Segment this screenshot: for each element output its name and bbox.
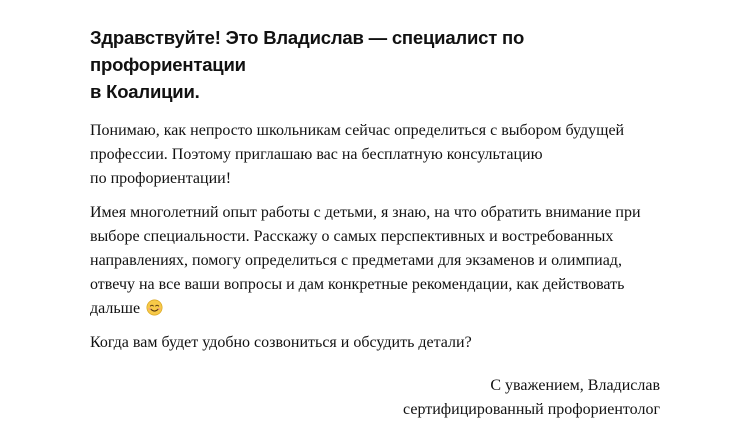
paragraph-line: Понимаю, как непросто школьникам сейчас определиться с выбором будущей — [90, 122, 625, 139]
paragraph-line: профессии. Поэтому приглашаю вас на бесплатную консультацию — [90, 146, 543, 163]
letter-body — [90, 24, 662, 365]
paragraph-line: Имея многолетний опыт работы с детьми, я знаю, на что обратить внимание при — [90, 204, 641, 221]
heading-line: Здравствуйте! Это Владислав — специалист по профориентации — [90, 27, 525, 75]
greeting-heading — [90, 24, 662, 105]
paragraph-last-text: дальше — [90, 300, 141, 317]
signature-title: сертифицированный профориентолог — [403, 401, 660, 418]
heading-line: в Коалиции. — [90, 81, 200, 102]
paragraph-line-last — [90, 297, 662, 321]
signature-block — [403, 374, 660, 422]
paragraph-line: выборе специальности. Расскажу о самых перспективных и востребованных — [90, 228, 614, 245]
smiling-face-emoji-icon — [146, 299, 163, 316]
paragraph-line: направлениях, помогу определиться с предметами для экзаменов и олимпиад, — [90, 252, 622, 269]
paragraph-line: по профориентации! — [90, 170, 232, 187]
question-paragraph: Когда вам будет удобно созвониться и обсудить детали? — [90, 334, 472, 351]
signature-closing: С уважением, Владислав — [490, 377, 660, 394]
intro-paragraph — [90, 119, 662, 191]
experience-paragraph — [90, 201, 662, 321]
paragraph-line: отвечу на все ваши вопросы и дам конкретные рекомендации, как действовать — [90, 276, 625, 293]
